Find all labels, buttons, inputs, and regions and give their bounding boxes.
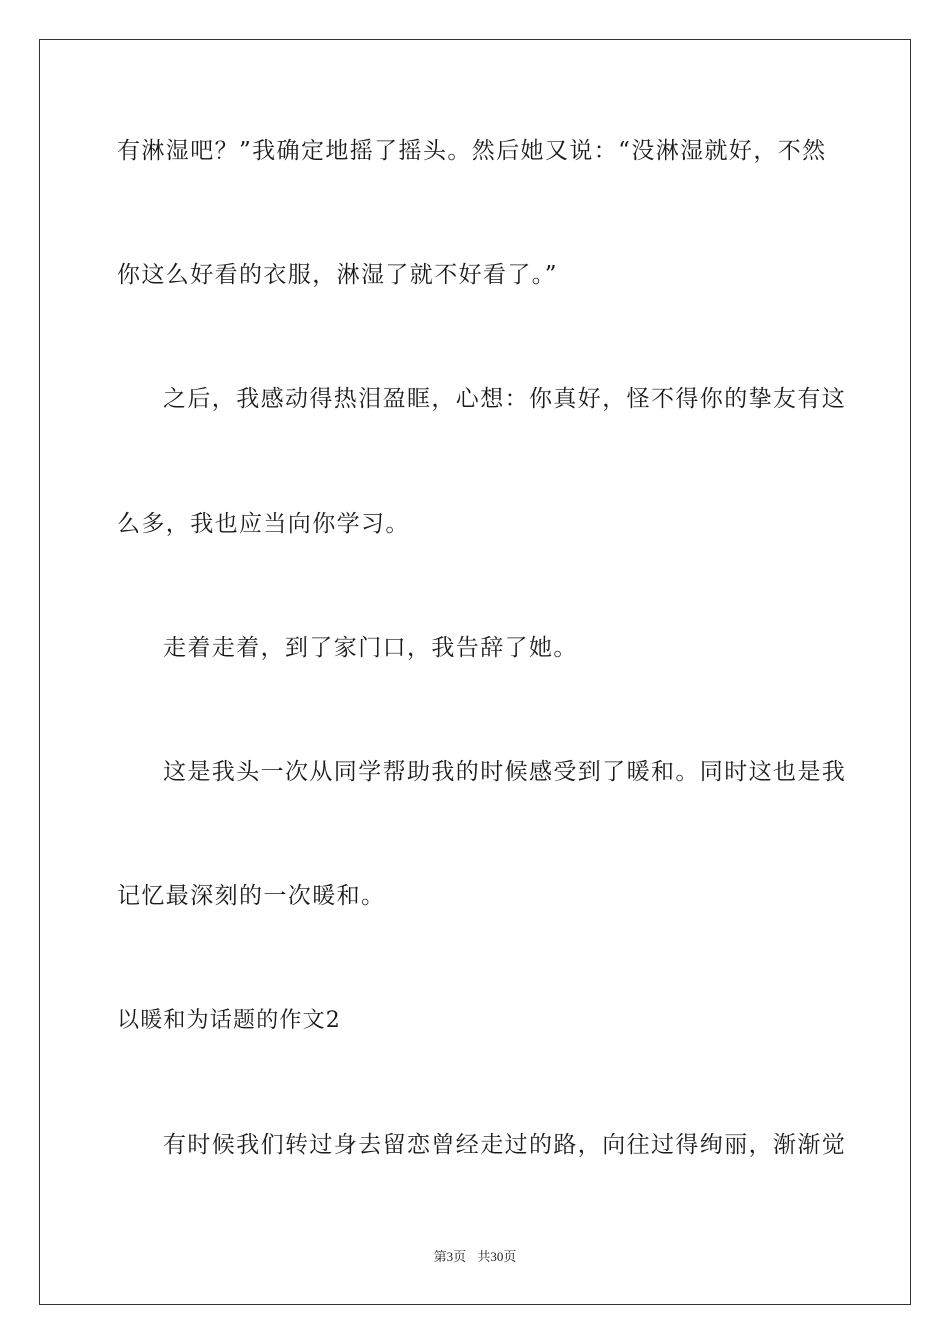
section-heading: 以暖和为话题的作文2	[117, 1008, 341, 1033]
page-border	[39, 39, 911, 1305]
total-pages: 共30页	[477, 1249, 517, 1264]
page-footer	[0, 1248, 950, 1266]
paragraph-line: 有淋湿吧？”我确定地摇了摇头。然后她又说：“没淋湿就好，不然	[117, 138, 827, 164]
paragraph-line: 有时候我们转过身去留恋曾经走过的路，向往过得绚丽，渐渐觉	[163, 1132, 847, 1158]
paragraph-line: 之后，我感动得热泪盈眶，心想：你真好，怪不得你的挚友有这	[163, 386, 847, 412]
paragraph-line: 记忆最深刻的一次暖和。	[117, 883, 386, 909]
paragraph-line: 这是我头一次从同学帮助我的时候感受到了暖和。同时这也是我	[163, 759, 847, 785]
paragraph-line: 你这么好看的衣服，淋湿了就不好看了。”	[117, 262, 558, 288]
page-number: 第3页	[433, 1249, 467, 1264]
paragraph-line: 走着走着，到了家门口，我告辞了她。	[163, 635, 578, 661]
paragraph-line: 么多，我也应当向你学习。	[117, 511, 410, 537]
